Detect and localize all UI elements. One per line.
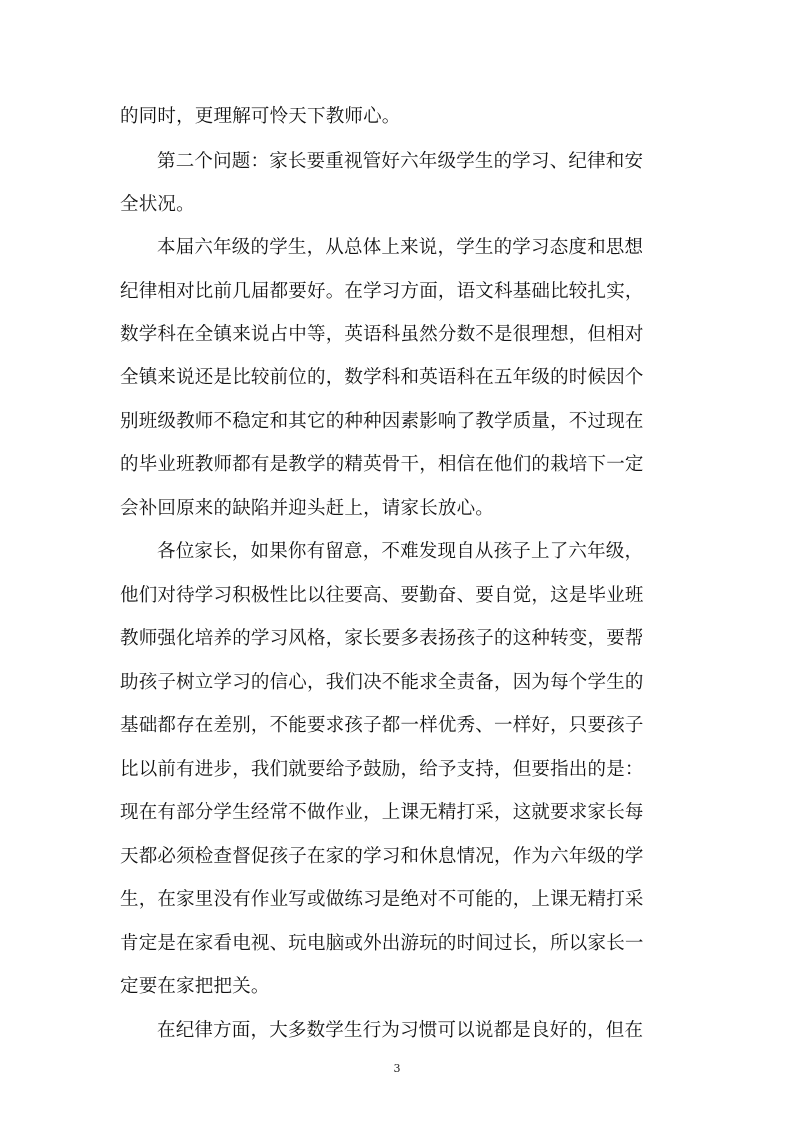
paragraph-4-line-7: 现在有部分学生经常不做作业，上课无精打采，这就要求家长每 xyxy=(120,802,644,823)
text-line-1: 的同时，更理解可怜天下教师心。 xyxy=(120,106,401,127)
paragraph-2-line-1: 第二个问题：家长要重视管好六年级学生的学习、纪律和安 xyxy=(157,151,644,172)
paragraph-3-line-3: 数学科在全镇来说占中等，英语科虽然分数不是很理想，但相对 xyxy=(120,324,644,345)
paragraph-5-line-1: 在纪律方面，大多数学生行为习惯可以说都是良好的，但在 xyxy=(157,1020,644,1041)
paragraph-4-line-4: 助孩子树立学习的信心，我们决不能求全责备，因为每个学生的 xyxy=(120,672,644,693)
paragraph-4-line-2: 他们对待学习积极性比以往要高、要勤奋、要自觉，这是毕业班 xyxy=(120,585,644,606)
paragraph-3-line-1: 本届六年级的学生，从总体上来说，学生的学习态度和思想 xyxy=(157,237,644,258)
paragraph-4-line-1: 各位家长，如果你有留意，不难发现自从孩子上了六年级， xyxy=(157,541,644,562)
paragraph-4-line-3: 教师强化培养的学习风格，家长要多表扬孩子的这种转变，要帮 xyxy=(120,628,644,649)
paragraph-3-line-6: 的毕业班教师都有是教学的精英骨干，相信在他们的栽培下一定 xyxy=(120,454,644,475)
page-number: 3 xyxy=(393,1062,401,1075)
paragraph-4-line-8: 天都必须检查督促孩子在家的学习和休息情况，作为六年级的学 xyxy=(120,846,644,867)
paragraph-3-line-2: 纪律相对比前几届都要好。在学习方面，语文科基础比较扎实， xyxy=(120,281,644,302)
paragraph-3-line-7: 会补回原来的缺陷并迎头赶上，请家长放心。 xyxy=(120,498,495,519)
paragraph-4-line-5: 基础都存在差别，不能要求孩子都一样优秀、一样好，只要孩子 xyxy=(120,715,644,736)
paragraph-3-line-5: 别班级教师不稳定和其它的种种因素影响了教学质量，不过现在 xyxy=(120,411,644,432)
paragraph-2-line-2: 全状况。 xyxy=(120,194,195,215)
paragraph-4-line-9: 生，在家里没有作业写或做练习是绝对不可能的，上课无精打采 xyxy=(120,889,644,910)
paragraph-4-line-6: 比以前有进步，我们就要给予鼓励，给予支持，但要指出的是： xyxy=(120,759,644,780)
paragraph-4-line-10: 肯定是在家看电视、玩电脑或外出游玩的时间过长，所以家长一 xyxy=(120,933,644,954)
paragraph-3-line-4: 全镇来说还是比较前位的，数学科和英语科在五年级的时候因个 xyxy=(120,367,644,388)
paragraph-4-line-11: 定要在家把把关。 xyxy=(120,976,270,997)
